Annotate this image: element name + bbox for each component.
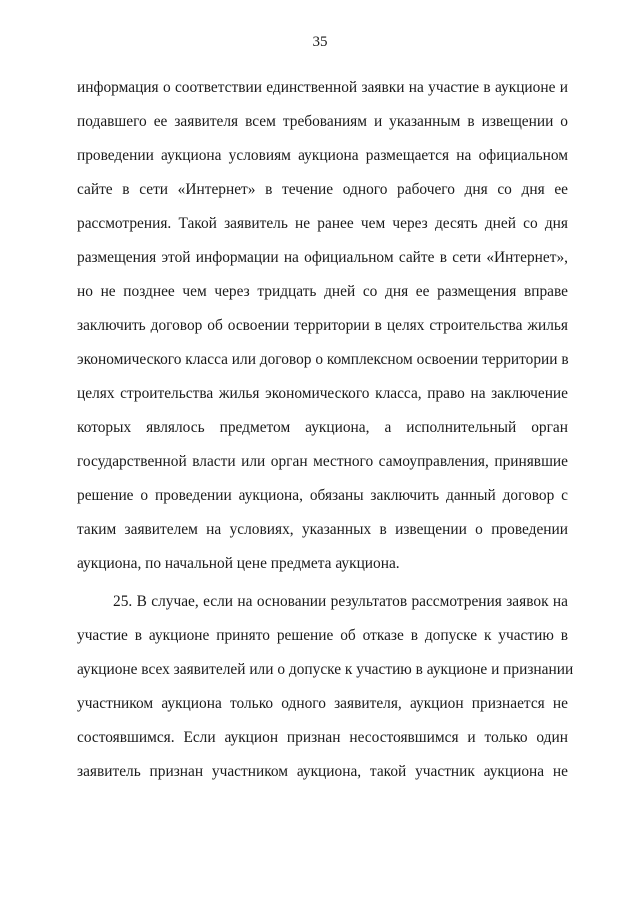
text-line: 25. В случае, если на основании результатов рассмотрения заявок на: [113, 593, 568, 610]
text-line: рассмотрения. Такой заявитель не ранее чем через десять дней со дня: [77, 215, 568, 232]
text-line: заключить договор об освоении территории в целях строительства жилья: [77, 317, 568, 334]
text-line: проведении аукциона условиям аукциона размещается на официальном: [77, 147, 568, 164]
text-line: состоявшимся. Если аукцион признан несостоявшимся и только один: [77, 729, 568, 746]
text-line: размещения этой информации на официальном сайте в сети «Интернет»,: [77, 249, 568, 266]
text-line: государственной власти или орган местного самоуправления, принявшие: [77, 453, 568, 470]
text-line: решение о проведении аукциона, обязаны заключить данный договор с: [77, 487, 568, 504]
text-line: заявитель признан участником аукциона, такой участник аукциона не: [77, 763, 568, 780]
text-line: информация о соответствии единственной заявки на участие в аукционе и: [77, 79, 568, 96]
text-line: подавшего ее заявителя всем требованиям и указанным в извещении о: [77, 113, 568, 130]
text-line: аукционе всех заявителей или о допуске к участию в аукционе и признании: [77, 661, 574, 678]
text-line: сайте в сети «Интернет» в течение одного рабочего дня со дня ее: [77, 181, 568, 198]
text-line: аукциона, по начальной цене предмета аукциона.: [77, 555, 400, 572]
text-line: экономического класса или договор о комплексном освоении территории в: [77, 351, 569, 368]
text-line: участие в аукционе принято решение об отказе в допуске к участию в: [77, 627, 568, 644]
text-line: участником аукциона только одного заявителя, аукцион признается не: [77, 695, 568, 712]
text-line: целях строительства жилья экономического класса, право на заключение: [77, 385, 568, 402]
text-line: таким заявителем на условиях, указанных в извещении о проведении: [77, 521, 568, 538]
text-line: которых являлось предметом аукциона, а исполнительный орган: [77, 419, 568, 436]
text-line: но не позднее чем через тридцать дней со дня ее размещения вправе: [77, 283, 568, 300]
page-number: 35: [312, 34, 328, 50]
